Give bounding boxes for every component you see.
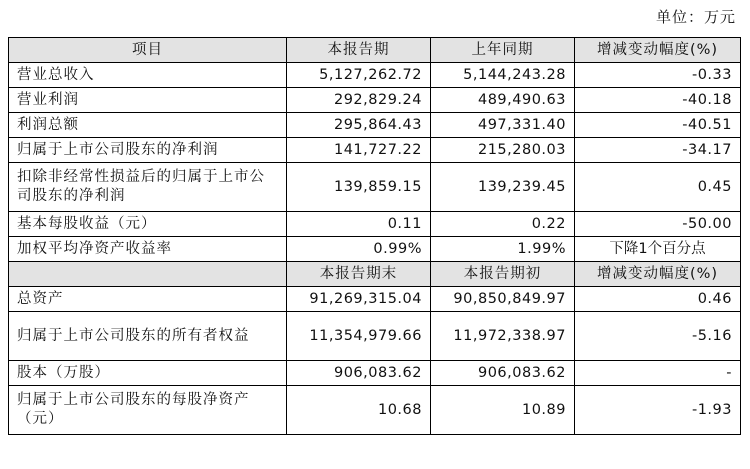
- table-row: [9, 88, 741, 113]
- prior-value: 906,083.62: [431, 361, 575, 386]
- row-label: 归属于上市公司股东的所有者权益: [9, 312, 287, 361]
- table-row: [9, 312, 741, 361]
- table-subheader-row: [9, 262, 741, 287]
- change-value: -50.00: [575, 212, 741, 237]
- change-value: -: [575, 361, 741, 386]
- subheader-period-end: 本报告期末: [287, 262, 431, 287]
- table-row: [9, 386, 741, 435]
- subheader-period-start: 本报告期初: [431, 262, 575, 287]
- current-value: 906,083.62: [287, 361, 431, 386]
- current-value: 0.11: [287, 212, 431, 237]
- prior-value: 1.99%: [431, 237, 575, 262]
- prior-value: 10.89: [431, 386, 575, 435]
- current-value: 295,864.43: [287, 113, 431, 138]
- prior-value: 5,144,243.28: [431, 63, 575, 88]
- current-value: 141,727.22: [287, 138, 431, 163]
- prior-value: 11,972,338.97: [431, 312, 575, 361]
- row-label: 基本每股收益（元）: [9, 212, 287, 237]
- row-label: 归属于上市公司股东的净利润: [9, 138, 287, 163]
- prior-value: 497,331.40: [431, 113, 575, 138]
- row-label: 总资产: [9, 287, 287, 312]
- header-change: 增减变动幅度(%): [575, 38, 741, 63]
- table-row: [9, 63, 741, 88]
- change-value: -40.18: [575, 88, 741, 113]
- subheader-change: 增减变动幅度(%): [575, 262, 741, 287]
- table-row: [9, 287, 741, 312]
- financial-summary-table: [8, 37, 741, 435]
- prior-value: 90,850,849.97: [431, 287, 575, 312]
- prior-value: 139,239.45: [431, 163, 575, 212]
- header-item: 项目: [9, 38, 287, 63]
- change-value: -34.17: [575, 138, 741, 163]
- change-value: -5.16: [575, 312, 741, 361]
- change-value: -40.51: [575, 113, 741, 138]
- table-row: [9, 113, 741, 138]
- current-value: 91,269,315.04: [287, 287, 431, 312]
- header-current-period: 本报告期: [287, 38, 431, 63]
- change-value: -0.33: [575, 63, 741, 88]
- row-label: 股本（万股）: [9, 361, 287, 386]
- table-row: [9, 212, 741, 237]
- row-label: 扣除非经常性损益后的归属于上市公司股东的净利润: [9, 163, 287, 212]
- row-label: 利润总额: [9, 113, 287, 138]
- change-value: 0.46: [575, 287, 741, 312]
- current-value: 5,127,262.72: [287, 63, 431, 88]
- unit-label: 单位：万元: [655, 8, 736, 26]
- row-label: 营业总收入: [9, 63, 287, 88]
- current-value: 10.68: [287, 386, 431, 435]
- change-value: 下降1个百分点: [575, 237, 741, 262]
- prior-value: 0.22: [431, 212, 575, 237]
- table-header-row: [9, 38, 741, 63]
- row-label: 归属于上市公司股东的每股净资产（元）: [9, 386, 287, 435]
- table-row: [9, 237, 741, 262]
- change-value: 0.45: [575, 163, 741, 212]
- prior-value: 215,280.03: [431, 138, 575, 163]
- current-value: 0.99%: [287, 237, 431, 262]
- row-label: 加权平均净资产收益率: [9, 237, 287, 262]
- prior-value: 489,490.63: [431, 88, 575, 113]
- current-value: 139,859.15: [287, 163, 431, 212]
- table-row: [9, 138, 741, 163]
- table-row: [9, 361, 741, 386]
- subheader-blank: [9, 262, 287, 287]
- row-label: 营业利润: [9, 88, 287, 113]
- change-value: -1.93: [575, 386, 741, 435]
- current-value: 292,829.24: [287, 88, 431, 113]
- header-prior-period: 上年同期: [431, 38, 575, 63]
- table-row: [9, 163, 741, 212]
- current-value: 11,354,979.66: [287, 312, 431, 361]
